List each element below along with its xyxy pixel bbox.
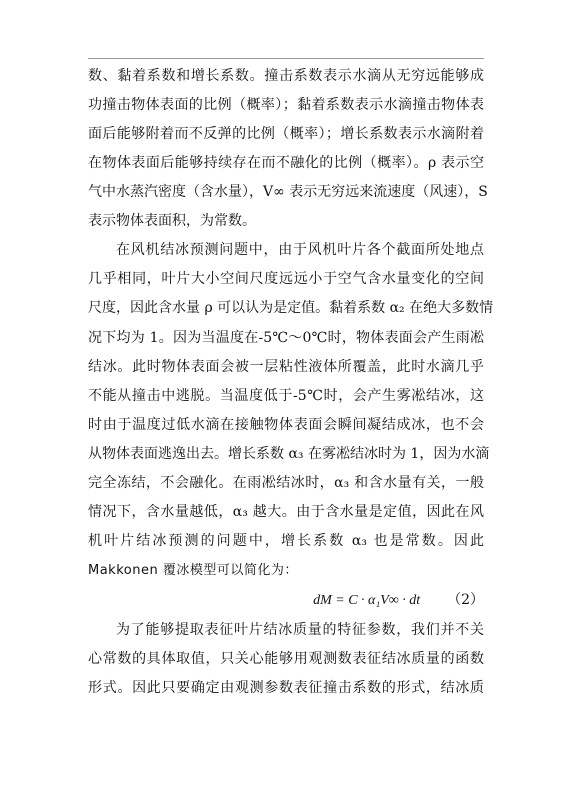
text-line: 尺度，因此含水量 ρ 可以认为是定值。黏着系数 α₂ 在绝大多数情 xyxy=(88,300,494,316)
text-line: 形式。因此只要确定由观测参数表征撞击系数的形式，结冰质 xyxy=(88,680,484,696)
equation-body: dM = C · α₁V∞ · dt xyxy=(313,593,421,608)
equation-number: （2） xyxy=(447,592,484,608)
text-line: 功撞击物体表面的比例（概率）；黏着系数表示水滴撞击物体表 xyxy=(88,97,484,113)
text-line: 从物体表面逃逸出去。增长系数 α₃ 在雾凇结冰时为 1，因为水滴 xyxy=(88,446,490,462)
text-line: 表示物体表面积，为常数。 xyxy=(88,213,256,229)
text-line: 心常数的具体取值，只关心能够用观测数表征结冰质量的函数 xyxy=(88,651,484,667)
text-line: 几乎相同，叶片大小空间尺度远远小于空气含水量变化的空间 xyxy=(88,271,484,287)
text-line: 完全冻结，不会融化。在雨凇结冰时，α₃ 和含水量有关，一般 xyxy=(88,475,484,491)
text-line: 情况下，含水量越低，α₃ 越大。由于含水量是定值，因此在风 xyxy=(88,504,484,520)
text-line: 结冰。此时物体表面会被一层粘性液体所覆盖，此时水滴几乎 xyxy=(88,359,484,375)
text-line: 在物体表面后能够持续存在而不融化的比例（概率）。ρ 表示空 xyxy=(88,155,484,171)
text-line: 机叶片结冰预测的问题中，增长系数 α₃ 也是常数。因此 xyxy=(88,533,484,549)
paragraph-first-line: 在风机结冰预测问题中，由于风机叶片各个截面所处地点 xyxy=(116,242,484,258)
text-line: 面后能够附着而不反弹的比例（概率）；增长系数表示水滴附着 xyxy=(88,126,484,142)
equation-2 xyxy=(88,590,484,611)
text-line: 时由于温度过低水滴在接触物体表面会瞬间凝结成冰，也不会 xyxy=(88,417,484,433)
text-line: 数、黏着系数和增长系数。撞击系数表示水滴从无穷远能够成 xyxy=(88,68,484,84)
text-line: 气中水蒸汽密度（含水量），V∞ 表示无穷远来流速度（风速），S xyxy=(88,184,488,200)
text-line: 不能从撞击中逃脱。当温度低于-5℃时，会产生雾凇结冰，这 xyxy=(88,388,484,404)
text-line: Makkonen 覆冰模型可以简化为： xyxy=(88,563,298,578)
text-line: 况下均为 1。因为当温度在-5℃～0℃时，物体表面会产生雨凇 xyxy=(88,330,484,346)
header-rule xyxy=(88,58,484,59)
paragraph-first-line: 为了能够提取表征叶片结冰质量的特征参数，我们并不关 xyxy=(116,622,484,638)
